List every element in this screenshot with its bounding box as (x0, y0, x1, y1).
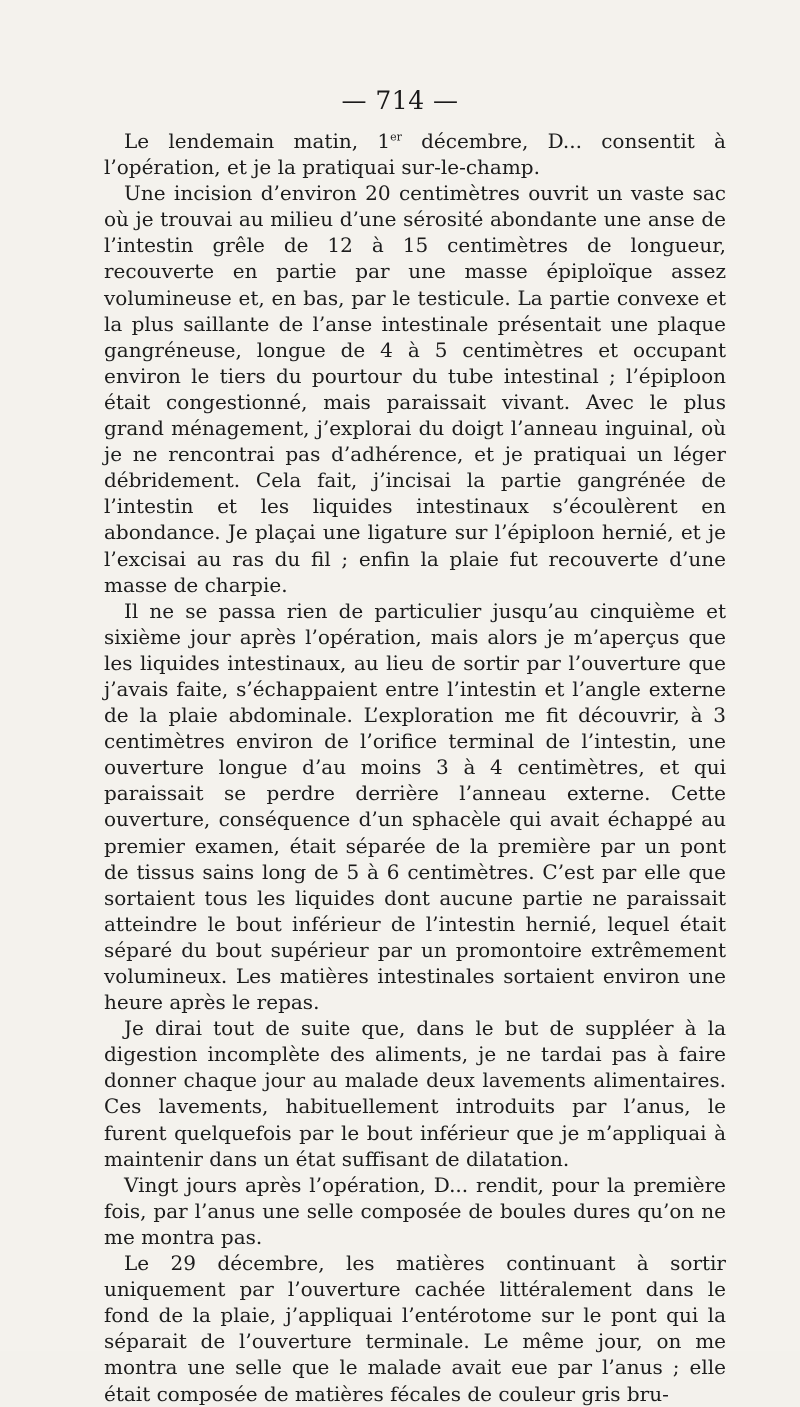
page-number: — 714 — (341, 86, 459, 115)
paragraph-2: Une incision d’environ 20 centimètres ouvrit un vaste sac où je trouvai au milieu d’une sérosité abondante une anse de l’intestin grêle de 12 à 15 centimètres de longueur, recouverte en partie par une masse épiploïque assez volumineuse et, en bas, par le testicule. La partie convexe et la plus saillante de l’anse intestinale présentait une plaque gangréneuse, longue de 4 à 5 centimètres et occupant environ le tiers du pourtour du tube intestinal ; l’épiploon était congestionné, mais paraissait vivant. Avec le plus grand ménagement, j’explorai du doigt l’anneau inguinal, où je ne rencontrai pas d’adhérence, et je pratiquai un léger débridement. Cela fait, j’incisai la partie gangrénée de l’intestin et les liquides intestinaux s’écoulèrent en abondance. Je plaçai une ligature sur l’épiploon hernié, et je l’excisai au ras du fil ; enfin la plaie fut recouverte d’une masse de charpie. (104, 181, 726, 597)
paragraph-1-rest: décembre, D... consentit à l’opération, et je la pratiquai sur-le-champ. (104, 129, 726, 180)
paragraph-5: Vingt jours après l’opération, D... rendit, pour la première fois, par l’anus une selle composée de boules dures qu’on ne me montra pas. (104, 1172, 726, 1249)
paragraph-1-start: Le lendemain matin, 1 (124, 129, 391, 153)
paragraph-1 (104, 128, 726, 180)
paragraph-3: Il ne se passa rien de particulier jusqu’au cinquième et sixième jour après l’opération, mais alors je m’aperçus que les liquides intestinaux, au lieu de sortir par l’ouverture que j’avais faite, s’échappaient entre l’intestin et l’angle externe de la plaie abdominale. L’exploration me fit découvrir, à 3 centimètres environ de l’orifice terminal de l’intestin, une ouverture longue d’au moins 3 à 4 centimètres, et qui paraissait se perdre derrière l’anneau externe. Cette ouverture, conséquence d’un sphacèle qui avait échappé au premier examen, était séparée de la première par un pont de tissus sains long de 5 à 6 centimètres. C’est par elle que sortaient tous les liquides dont aucune partie ne paraissait atteindre le bout inférieur de l’intestin hernié, lequel était séparé du bout supérieur par un promontoire extrêmement volumineux. Les matières intestinales sortaient environ une heure après le repas. (104, 598, 726, 1015)
paragraph-6: Le 29 décembre, les matières continuant à sortir uniquement par l’ouverture cachée littéralement dans le fond de la plaie, j’appliquai l’entérotome sur le pont qui la séparait de l’ouverture terminale. Le même jour, on me montra une selle que le malade avait eue par l’anus ; elle était composée de matières fécales de couleur gris bru- (104, 1251, 726, 1406)
body-text (104, 128, 726, 1407)
paragraph-4: Je dirai tout de suite que, dans le but de suppléer à la digestion incomplète des aliments, je ne tardai pas à faire donner chaque jour au malade deux lavements alimentaires. Ces lavements, habituellement introduits par l’anus, le furent quelquefois par le bout inférieur que je m’appliquai à maintenir dans un état suffisant de dilatation. (104, 1016, 726, 1171)
ordinal-superscript: er (390, 130, 402, 144)
